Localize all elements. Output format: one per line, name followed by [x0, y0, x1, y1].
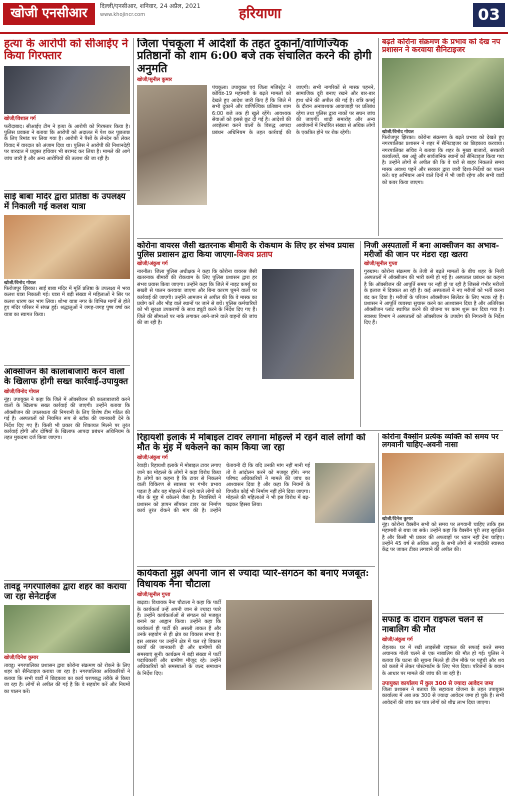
headline: कार्यकर्ता मुझे अपनी जान से ज्यादा प्यारे-संगठन को बनाएं मजबूत: विधायक नैना चौटाला [137, 569, 370, 590]
story-panchkula-shops [137, 38, 375, 236]
headline-highlight: विजय प्रताप [236, 248, 273, 259]
story-rifle-accident [382, 616, 504, 797]
headline: रिहायशी इलाके में मोबाइल टावर लगाना मोहल्ले में रहने वाले लोगों को मौत के मुंह में धकेलने का काम किया जा रहा [137, 433, 366, 454]
byline: खोजी/दिनेश कुमार [4, 655, 39, 662]
byline: खोजी/अंकुश गर्ग [137, 455, 168, 462]
byline: खोजी/अंकुश गर्ग [382, 637, 413, 644]
story-mobile-tower [137, 433, 375, 563]
story-body: फिरोजपुर झिरका। कोरोना संक्रमण के बढ़ते प्रभाव को देखते हुए नगरपालिका प्रशासन ने शहर में सैनिटाइजर का छिड़काव करवाया। नगरपालिका सचिव ने बताया कि शहर के मुख्य बाजारों, सरकारी कार्यालयों, बस अड्डे और सार्वजनिक स्थानों को सैनिटाइज किया गया है। उन्होंने लोगों से अपील की कि वे घरों से बाहर निकलते समय मास्क अवश्य पहनें और सरकार द्वारा जारी दिशा-निर्देशों का पालन करें। यह अभियान आने वाले दिनों में भी जारी रहेगा और सभी वार्डों को कवर किया जाएगा। [382, 134, 504, 186]
story-photo [4, 605, 130, 653]
story-body: नूंह। कोरोना वैक्सीन सभी को समय पर लगवानी चाहिए ताकि इस महामारी से बचा जा सके। उन्होंने कहा कि वैक्सीन पूरी तरह सुरक्षित है और किसी भी प्रकार की अफवाहों पर ध्यान नहीं देना चाहिए। उन्होंने 45 वर्ष से अधिक आयु के सभी लोगों से नजदीकी स्वास्थ्य केंद्र पर जाकर टीका लगवाने की अपील की। [382, 521, 504, 554]
story-body: फरीदाबाद। सीआईए टीम ने हत्या के आरोपी को गिरफ्तार किया है। पुलिस प्रवक्ता ने बताया कि आरोपी को अदालत में पेश कर पूछताछ के लिए रिमांड पर लिया गया है। आरोपी ने पैसों के लेनदेन को लेकर विवाद में वारदात को अंजाम दिया था। पुलिस ने आरोपी की निशानदेही पर वारदात में प्रयुक्त हथियार भी बरामद कर लिया है। मामले की आगे जांच जारी है और अन्य आरोपियों की तलाश की जा रही है। [4, 123, 130, 162]
story-photo [382, 453, 504, 515]
page-number: 03 [473, 3, 505, 27]
story-body: बाढ़डा। विधायक नैना चौटाला ने कहा कि पार्टी के कार्यकर्ता उन्हें अपनी जान से ज्यादा प्यारे हैं। उन्होंने कार्यकर्ताओं से संगठन को मजबूत बनाने का आह्वान किया। उन्होंने कहा कि कार्यकर्ता ही पार्टी की असली ताकत हैं और उनके सहयोग से ही क्षेत्र का विकास संभव है। इस अवसर पर उन्होंने क्षेत्र में चल रहे विकास कार्यों की जानकारी दी और ग्रामीणों की समस्याएं सुनीं। कार्यक्रम में बड़ी संख्या में पार्टी पदाधिकारी और ग्रामीण मौजूद रहे। उन्होंने अधिकारियों को समस्याओं के जल्द समाधान के निर्देश दिए। [137, 600, 221, 677]
photo-caption: खोजी/दिनेश कुमार [382, 516, 413, 522]
headline: सफाई के दौरान राइफल चलने से नाबालिग की मौत [382, 616, 483, 635]
newspaper-logo: खोजी एनसीआर [3, 3, 95, 25]
byline: खोजी/अंकुश गर्ग [137, 260, 168, 267]
headline: तावडू नगरपालिका द्वारा शहर को कराया जा रहा सेनेटाईज [4, 583, 127, 602]
byline: खोजी/विशाल गर्ग [4, 115, 36, 122]
story-oxygen-shortage [364, 241, 504, 427]
headline: जिला पंचकूला में आदेशों के तहत दुकानों/वाणिज्यिक प्रतिष्ठानों को शाम 6:00 बजे तक संचालित करने की होगी अनुमति [137, 38, 372, 75]
story-photo [4, 66, 130, 114]
story-body: तावडू। नगरपालिका प्रशासन द्वारा कोरोना संक्रमण को रोकने के लिए शहर को सैनिटाइज कराया जा रहा है। नगरपालिका अधिकारियों ने बताया कि सभी वार्डों में छिड़काव का कार्य चरणबद्ध तरीके से किया जा रहा है। लोगों से अपील की गई है कि वे सहयोग करें और नियमों का पालन करें। [4, 663, 130, 695]
story-body-2: जिला प्रशासन ने बताया कि सहायता योजना के तहत उपायुक्त कार्यालय में अब तक 300 से ज्यादा आवेदन जमा हो चुके हैं। सभी आवेदनों की जांच कर पात्र लोगों को शीघ्र लाभ दिया जाएगा। [382, 687, 504, 706]
story-cia-arrest [4, 38, 130, 188]
story-oxygen-blackmarket [4, 368, 130, 578]
headline: साईं बाबा मंदिर द्वारा प्रतिष्ठा के उपलक्ष्य में निकाली गई कलश यात्रा [4, 193, 126, 212]
headline: बढ़ते कोरोना संक्रमण के प्रभाव को देख नप प्रशासन ने करवाया सैनिटाइजर [382, 38, 501, 55]
story-photo [226, 600, 372, 690]
photo-caption: खोजी/विनोद गोयल [4, 281, 36, 287]
headline: कोरोना वायरस जैसी खतरनाक बीमारी के रोकथाम के लिए हर संभव प्रयास पुलिस प्रशासन द्वारा किया जाएगा-विजय प्रताप [137, 241, 355, 259]
headline: निजी अस्पतालों में बना आक्सीजन का अभाव-मरीजों की जान पर मंडरा रहा खतरा [364, 241, 500, 259]
story-photo [4, 215, 130, 279]
story-body: फिरोजपुर झिरका। साईं बाबा मंदिर में मूर्ति प्रतिष्ठा के उपलक्ष्य में भव्य कलश यात्रा निकाली गई। यात्रा में बड़ी संख्या में महिलाओं ने सिर पर कलश धारण कर भाग लिया। शोभा यात्रा नगर के विभिन्न मार्गों से होते हुए मंदिर परिसर में संपन्न हुई। श्रद्धालुओं ने जगह-जगह पुष्प वर्षा कर यात्रा का स्वागत किया। [4, 286, 130, 318]
story-photo [315, 463, 375, 523]
dateline: दिल्ली/एनसीआर, शनिवार, 24 अप्रैल, 2021 [100, 3, 201, 10]
subheading: उपायुक्त कार्यालय में कुल 300 से ज्यादा आवेदन जमा [382, 681, 494, 688]
byline: खोजी/सुनील कुमार [137, 76, 172, 83]
story-body: नारनौल। जिला पुलिस अधीक्षक ने कहा कि कोरोना वायरस जैसी खतरनाक बीमारी की रोकथाम के लिए पुलिस प्रशासन द्वारा हर संभव प्रयास किया जाएगा। उन्होंने कहा कि जिले में नाइट कर्फ्यू का सख्ती से पालन करवाया जाएगा और बिना कारण घूमने वालों पर कार्रवाई की जाएगी। उन्होंने आमजन से अपील की कि वे मास्क का प्रयोग करें और भीड़ वाले स्थानों पर जाने से बचें। पुलिस कर्मचारियों को भी सुरक्षा उपकरणों के साथ ड्यूटी करने के निर्देश दिए गए हैं। जिले की सीमाओं पर नाके लगाकर आने-जाने वाले वाहनों की जांच की जा रही है। [137, 268, 257, 327]
story-photo [262, 269, 354, 379]
photo-caption: खोजी/विनोद गोयल [382, 129, 414, 135]
byline: खोजी/सुनील गुप्ता [137, 592, 171, 599]
section-heading: हरियाणा [238, 6, 282, 22]
story-body: गुरुग्राम। कोरोना संक्रमण के तेजी से बढ़ते मामलों के बीच शहर के निजी अस्पतालों में ऑक्सीजन की भारी कमी हो गई है। अस्पताल प्रबंधन का कहना है कि ऑक्सीजन की आपूर्ति समय पर नहीं हो पा रही है जिससे गंभीर मरीजों के इलाज में दिक्कत आ रही है। कई अस्पतालों ने नए मरीजों को भर्ती करना बंद कर दिया है। मरीजों के परिजन ऑक्सीजन सिलेंडर के लिए भटक रहे हैं। प्रशासन ने आपूर्ति व्यवस्था सुचारू करने का आश्वासन दिया है और अतिरिक्त ऑक्सीजन प्लांट स्थापित करने की योजना पर काम शुरू कर दिया गया है। स्वास्थ्य विभाग ने अस्पतालों को ऑक्सीजन के उपयोग की निगरानी के निर्देश दिए हैं। [364, 268, 504, 327]
website: www.khojincr.com [100, 12, 146, 18]
story-police-corona [137, 241, 357, 427]
story-photo [137, 85, 207, 205]
story-nagarpalika-sanitizer [382, 38, 504, 236]
story-taoru-sanitize [4, 583, 130, 797]
story-naina-chautala [137, 569, 375, 797]
masthead [0, 0, 508, 34]
story-kalash-yatra [4, 193, 130, 363]
byline: खोजी/सुनील गुप्ता [364, 260, 398, 267]
story-body: रेवाड़ी। रिहायशी इलाके में मोबाइल टावर लगाए जाने का मोहल्ले के लोगों ने कड़ा विरोध किया है। लोगों का कहना है कि टावर से निकलने वाली विकिरण से स्वास्थ्य पर गंभीर प्रभाव पड़ता है और यह मोहल्ले में रहने वाले लोगों को मौत के मुंह में धकेलने जैसा है। निवासियों ने प्रशासन को ज्ञापन सौंपकर टावर का निर्माण कार्य तुरंत रोकने की मांग की है। उन्होंने चेतावनी दी कि यदि उनकी मांग नहीं मानी गई तो वे आंदोलन करने को मजबूर होंगे। नगर परिषद अधिकारियों ने मामले की जांच का आश्वासन दिया है और कहा कि नियमों के विपरीत कोई भी निर्माण नहीं होने दिया जाएगा। मोहल्ले की महिलाओं ने भी इस विरोध में बढ़-चढ़कर हिस्सा लिया। [137, 463, 310, 514]
story-body: रोहतक। घर में रखी लाइसेंसी राइफल की सफाई करते समय अचानक गोली चलने से एक नाबालिग की मौत हो गई। पुलिस ने बताया कि घटना की सूचना मिलते ही टीम मौके पर पहुंची और शव को कब्जे में लेकर पोस्टमार्टम के लिए भेज दिया। परिजनों के बयान के आधार पर मामले की जांच की जा रही है। [382, 645, 504, 677]
story-body: नूंह। उपायुक्त ने कहा कि जिले में ऑक्सीजन की कालाबाजारी करने वालों के खिलाफ सख्त कार्रवाई की जाएगी। उन्होंने बताया कि ऑक्सीजन की उपलब्धता की निगरानी के लिए विशेष टीम गठित की गई है। अस्पतालों को नियमित रूप से स्टॉक की जानकारी देने के निर्देश दिए गए हैं। किसी भी प्रकार की शिकायत मिलने पर तुरंत कार्रवाई होगी और दोषियों के खिलाफ आपदा प्रबंधन अधिनियम के तहत मुकदमा दर्ज किया जाएगा। [4, 397, 130, 442]
byline: खोजी/विनोद गोयल [4, 389, 40, 396]
headline: हत्या के आरोपी को सीआईए ने किया गिरफ्तार [4, 38, 128, 63]
story-body: पंचकूला। उपायुक्त एवं जिला मजिस्ट्रेट ने कोविड-19 महामारी के बढ़ते मामलों को देखते हुए आदेश जारी किए हैं कि जिले में सभी दुकानें और वाणिज्यिक प्रतिष्ठान शाम 6:00 बजे तक ही खुले रहेंगे। आवश्यक सेवाओं को इससे छूट दी गई है। आदेशों की अवहेलना करने वालों के विरुद्ध आपदा प्रबंधन अधिनियम के तहत कार्रवाई की जाएगी। सभी नागरिकों से मास्क पहनने, सामाजिक दूरी बनाए रखने और बार-बार हाथ धोने की अपील की गई है। रात्रि कर्फ्यू के दौरान अनावश्यक आवाजाही पर प्रतिबंध रहेगा तथा पुलिस द्वारा नाकों पर सघन जांच की जाएगी। शादी समारोह और अन्य आयोजनों में निर्धारित संख्या से अधिक लोगों के एकत्रित होने पर रोक रहेगी। [212, 84, 375, 136]
story-vaccine [382, 433, 504, 611]
story-photo [382, 58, 504, 128]
headline: कोरोना वैक्सीन प्रत्येक व्यक्ति को समय पर लगवानी चाहिए-अवनी नासा [382, 433, 499, 450]
headline: ऑक्सीजन की कालाबाजारी करने वालों के खिलाफ होगी सख्त कार्रवाई-उपायुक्त [4, 368, 128, 387]
